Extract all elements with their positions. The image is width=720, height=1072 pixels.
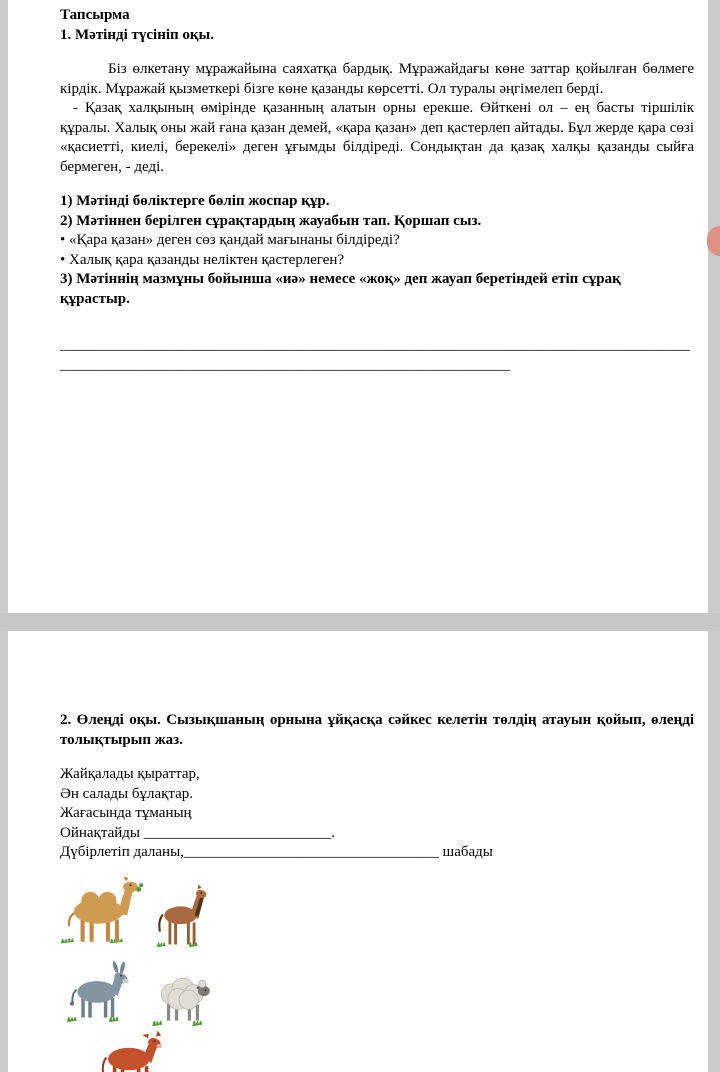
poem-line-2: Ән салады бұлақтар. bbox=[60, 785, 194, 802]
donkey-image bbox=[58, 957, 138, 1023]
reading-passage-paragraph-1: Біз өлкетану мұражайына саяхатқа бардық. Мұражайдағы көне заттар қойылған бөлмеге кірдік. Мұражай қызметкері бізге көне қазанды көрсетті. Ол туралы әңгімелеп берді. bbox=[60, 61, 694, 97]
task-1-heading: 1. Мәтінді түсініп оқы. bbox=[60, 26, 214, 43]
poem-block bbox=[60, 765, 694, 863]
task-2-heading: 2. Өлеңді оқы. Сызықшаның орнына ұйқасқа сәйкес келетін төлдің атауын қойып, өлеңді толықтырып жаз. bbox=[60, 712, 694, 748]
poem-line-4: Ойнақтайды _________________________. bbox=[60, 824, 335, 841]
question-bullet-1: • «Қара қазан» деген сөз қандай мағынаны білдіреді? bbox=[60, 232, 400, 248]
answer-line-1: ____________________________________________________________________________________ bbox=[60, 337, 690, 353]
question-bullet-2: • Халық қара қазанды неліктен қастерлеген? bbox=[60, 251, 345, 268]
subtask-2: 2) Мәтіннен берілген сұрақтардың жауабын тап. Қоршап сыз. bbox=[60, 212, 482, 229]
reading-passage-paragraph-2: - Қазақ халқының өмірінде қазанның алатын орны ерекше. Өйткені ол – ең басты тіршілік құралы. Халық оны жай ғана қазан демей, «қара қазан» деп қастерлеп айтады. Бұл жерде қара сөзі «қасиетті, киелі, берекелі» деген ұғымды білдіреді. Сондықтан да қазақ халқы қазанды сыйға бермеген, - деді. bbox=[60, 100, 694, 175]
camel-image bbox=[56, 871, 146, 947]
foal-image bbox=[150, 883, 214, 949]
poem-line-1: Жайқалады қыраттар, bbox=[60, 766, 200, 782]
page-title: Тапсырма bbox=[60, 7, 130, 23]
page-2-content bbox=[8, 631, 708, 863]
calf-image bbox=[90, 1027, 170, 1072]
poem-line-5: Дүбірлетіп даланы,__________________________________ шабады bbox=[60, 844, 493, 860]
subtask-1: 1) Мәтінді бөліктерге бөліп жоспар құр. bbox=[60, 193, 330, 209]
answer-line-2: ____________________________________________________________ bbox=[60, 356, 510, 373]
page-1-content bbox=[8, 0, 708, 375]
lamb-image bbox=[140, 959, 222, 1027]
subtask-3: 3) Мәтіннің мазмұны бойынша «иә» немесе «жоқ» деп жауап беретіндей етіп сұрақ құрастыр. bbox=[60, 271, 621, 307]
poem-line-3: Жағасында тұманың bbox=[60, 805, 192, 821]
worksheet-page-2 bbox=[8, 631, 708, 1072]
page-divider bbox=[0, 613, 720, 631]
worksheet-page-1 bbox=[8, 0, 708, 613]
floating-handle[interactable] bbox=[707, 226, 720, 256]
